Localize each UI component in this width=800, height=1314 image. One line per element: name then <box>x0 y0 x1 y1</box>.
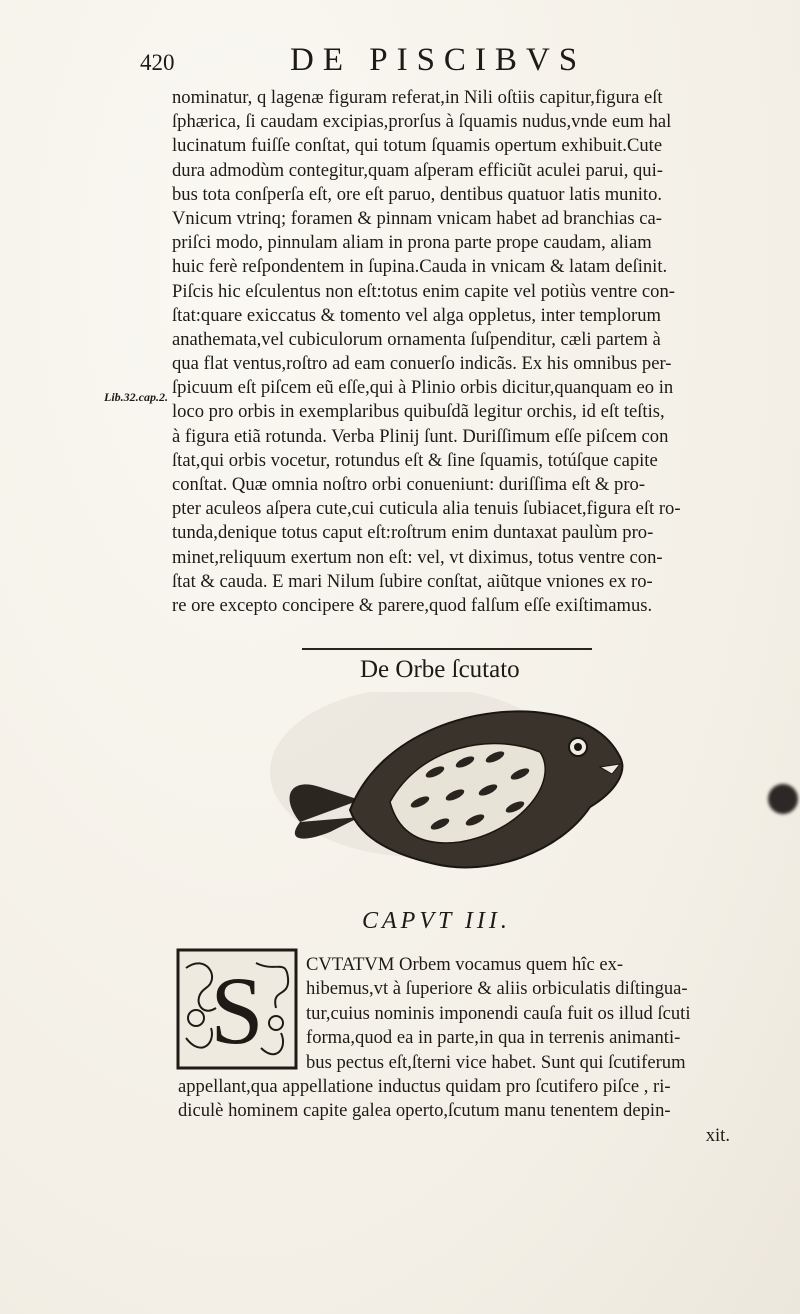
text-line: ſtat:quare exiccatus & tomento vel alga oppletus, inter templorum <box>172 304 661 326</box>
page-header <box>140 42 660 82</box>
text-line: lucinatum fuiſſe conſtat, qui totum ſquamis opertum exhibuit.Cute <box>172 135 663 157</box>
text-line: forma,quod ea in parte,in qua in terrenis animanti- <box>306 1027 681 1049</box>
text-line: priſci modo, pinnulam aliam in prona parte prope caudam, aliam <box>172 232 652 254</box>
text-line: ſphærica, ſi caudam excipias,prorſus à ſquamis nudus,vnde eum hal <box>172 111 672 133</box>
text-line: xit. <box>705 1124 730 1146</box>
text-line: re ore excepto concipere & parere,quod falſum eſſe exiſtimamus. <box>172 594 653 616</box>
fish-woodcut-illustration <box>260 692 680 912</box>
text-line: dura admodùm contegitur,quam aſperam efficiũt aculei parui, qui- <box>172 159 663 181</box>
text-line: à figura etiã rotunda. Verba Plinij ſunt. Duriſſimum eſſe piſcem con <box>172 425 669 447</box>
marginal-note: Lib.32.cap.2. <box>104 390 168 404</box>
text-line: nominatur, q lagenæ figuram referat,in Nili oſtiis capitur,figura eſt <box>172 87 663 108</box>
text-line: CVTATVM Orbem vocamus quem hîc ex- <box>306 954 624 975</box>
running-head: DE PISCIBVS <box>290 42 587 78</box>
section-title: De Orbe ſcutato <box>360 656 520 683</box>
text-line: Piſcis hic eſculentus non eſt:totus enim capite vel potiùs ventre con- <box>172 280 675 302</box>
text-line: anathemata,vel cubiculorum ornamenta ſuſpenditur, cæli partem à <box>172 328 661 350</box>
chapter-caption: CAPVT III. <box>362 908 511 934</box>
chapter-text <box>178 953 760 1148</box>
text-line: diculè hominem capite galea operto,ſcutum manu tenentem depin- <box>178 1100 671 1122</box>
text-line: minet,reliquum exertum non eſt: vel, vt diximus, totus ventre con- <box>172 546 663 568</box>
section-rule <box>302 648 592 650</box>
text-line: conſtat. Quæ omnia noſtro orbi conueniunt: duriſſima eſt & pro- <box>172 474 646 495</box>
main-text <box>172 86 754 618</box>
drop-initial-letter: S <box>210 957 264 1064</box>
text-line: ſtat,qui orbis vocetur, rotundus eſt & ſine ſquamis, totúſque capite <box>172 449 658 471</box>
ink-spot <box>768 784 798 814</box>
text-line: huic ferè reſpondentem in ſupina.Cauda in vnicam & latam deſinit. <box>172 256 668 278</box>
text-line: bus tota conſperſa eſt, ore eſt paruo, dentibus quatuor latis munito. <box>172 183 663 205</box>
text-line: loco pro orbis in exemplaribus quibuſdã legitur orchis, id eſt teſtis, <box>172 401 665 423</box>
text-line: tur,cuius nominis imponendi cauſa fuit os illud ſcuti <box>306 1002 691 1024</box>
text-line: ſpicuum eſt piſcem eũ eſſe,qui à Plinio orbis dicitur,quanquam eo in <box>172 377 674 399</box>
text-line: tunda,denique totus caput eſt:roſtrum enim duntaxat paulùm pro- <box>172 522 654 544</box>
text-line: bus pectus eſt,ſterni vice habet. Sunt qui ſcutiferum <box>306 1051 686 1073</box>
text-line: pter aculeos aſpera cute,cui cuticula alia tenuis ſubiacet,figura eſt ro- <box>172 498 681 520</box>
text-line: hibemus,vt à ſuperiore & aliis orbiculatis diſtingua- <box>306 978 688 1000</box>
text-line: ſtat & cauda. E mari Nilum ſubire conſtat, aiũtque vniones ex ro- <box>172 570 653 592</box>
text-line: qua flat ventus,roſtro ad eam conuerſo indicãs. Ex his omnibus per- <box>172 353 672 375</box>
text-line: Vnicum vtrinq; foramen & pinnam vnicam habet ad branchias ca- <box>172 207 662 229</box>
text-line: appellant,qua appellatione inductus quidam pro ſcutifero piſce , ri- <box>178 1075 671 1097</box>
page-number: 420 <box>140 50 175 75</box>
